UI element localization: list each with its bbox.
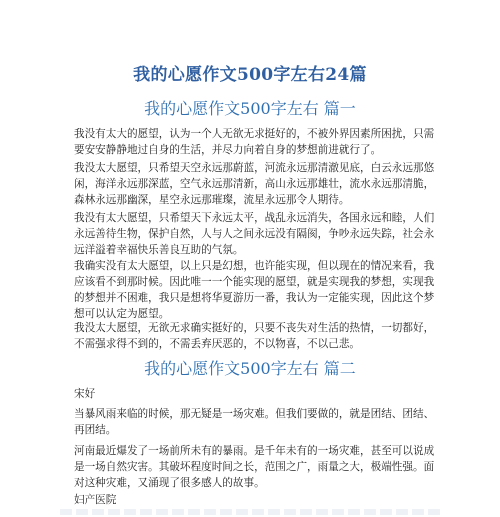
section-two-subtitle: 宋好 (74, 388, 96, 400)
section-one-title: 我的心愿作文500字左右 篇一 (144, 99, 356, 118)
section-two-title: 我的心愿作文500字左右 篇二 (144, 359, 356, 378)
faded-text-line (60, 509, 440, 515)
paragraph: 河南最近爆发了一场前所未有的暴雨。是千年未有的一场灾难，甚至可以说成是一场自然灾害。其破坏程度时间之长，范围之广，雨量之大，极端性强。面对这种灾难，又涌现了很多感人的故事。 (74, 445, 435, 489)
paragraph: 我没太大愿望，无欲无求确实挺好的，只要不丧失对生活的热情，一切都好，不需强求得不到的，不需丢弃厌恶的，不以物喜，不以己悲。 (74, 322, 435, 350)
paragraph: 我没太大愿望，只希望天空永远那蔚蓝，河流永远那清澈见底，白云永远那悠闲，海洋永远那深蓝，空气永远那清新，高山永远那雄壮，流水永远那清脆，森林永远那幽深，星空永远那璀璨，流星永远那令人期待。 (74, 162, 435, 206)
paragraph: 我确实没有太大愿望，以上只是幻想，也许能实现，但以现在的情况来看，我应该看不到那时候。因此唯一一个能实现的愿望，就是实现我的梦想，实现我的梦想并不困难，我只是想将华夏游历一番，我认为一定能实现，因此这个梦想可以认定为愿望。 (74, 260, 435, 320)
section-two-footer-text: 妇产医院 (74, 494, 117, 506)
paragraph: 当暴风雨来临的时候，那无疑是一场灾难。但我们要做的，就是团结、团结、再团结。 (74, 408, 435, 436)
paragraph: 我没有太大的愿望，认为一个人无欲无求挺好的，不被外界因素所困扰，只需要安安静静地过自身的生活，并尽力向着自身的梦想前进就行了。 (74, 128, 435, 156)
document-title: 我的心愿作文500字左右24篇 (133, 65, 367, 85)
paragraph: 我没有太大愿望，只希望天下永远太平，战乱永远消失，各国永远和睦，人们永远善待生物，保护自然，人与人之间永远没有隔阂，争吵永远失踪，社会永远洋溢着幸福快乐善良互助的气氛。 (74, 212, 435, 256)
